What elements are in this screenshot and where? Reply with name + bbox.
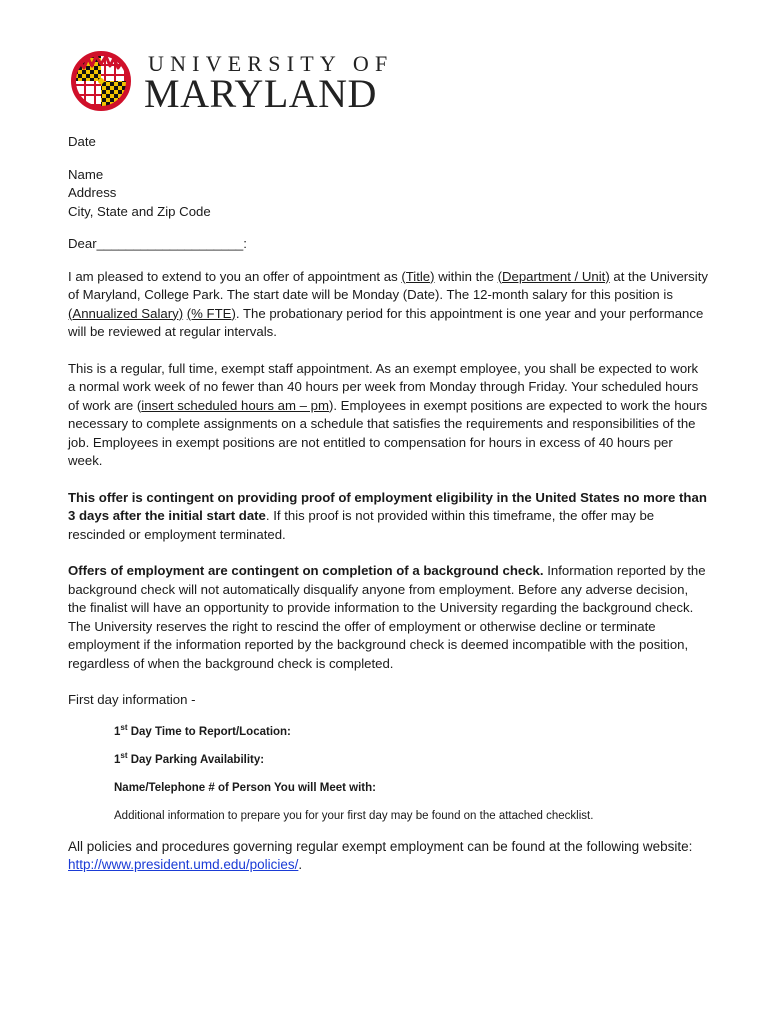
fte-placeholder: (% FTE) (186, 305, 236, 321)
offer-text-2: within the (434, 268, 498, 284)
first-day-contact: Name/Telephone # of Person You will Meet with: (114, 781, 376, 794)
eligibility-text: . If this proof is not provided within this timeframe, the offer may be rescinded or employment terminated. (68, 508, 655, 542)
hours-placeholder: insert scheduled hours am – pm (141, 397, 329, 413)
fd1-sup: st (120, 722, 128, 732)
logo-university-of: UNIVERSITY OF (148, 51, 394, 76)
address-street: Address (68, 185, 117, 200)
first-day-additional-info: Additional information to prepare you for your first day may be found on the attached checklist. (114, 809, 594, 822)
offer-text-3: at the University of Maryland, College Park. The start date will be Monday (Date). The 12-month salary for this position is (68, 268, 708, 302)
address-name: Name (68, 166, 104, 182)
offer-text-1: I am pleased to extend to you an offer of appointment as (68, 268, 402, 284)
letter-body (68, 133, 708, 875)
fd2-text: Day Parking Availability: (127, 753, 265, 766)
closing-text: All policies and procedures governing regular exempt employment can be found at the following website: (68, 838, 693, 854)
logo-maryland: MARYLAND (144, 71, 377, 116)
university-logo (70, 50, 410, 114)
exempt-text-2: ). Employees in exempt positions are expected to work the hours necessary to complete assignments on a schedule that satisfies the requirements and responsibilities of the job. Employees in exempt positions are not entitled to compensation for hours in excess of 40 hours per week. (68, 397, 708, 468)
background-check-paragraph (68, 562, 708, 673)
eligibility-bold: This offer is contingent on providing proof of employment eligibility in the United States no more than 3 days after the initial start date (68, 489, 707, 523)
fd2-sup: st (120, 750, 128, 760)
first-day-parking (114, 752, 708, 768)
department-placeholder: (Department / Unit) (497, 268, 610, 284)
first-day-time-location (114, 724, 708, 740)
maryland-seal-icon (70, 50, 132, 112)
offer-paragraph (68, 268, 708, 342)
closing-paragraph (68, 838, 708, 875)
policies-link[interactable]: http://www.president.umd.edu/policies/ (68, 857, 299, 872)
closing-end: . (298, 857, 303, 872)
date-line: Date (68, 134, 96, 149)
exempt-paragraph (68, 360, 708, 471)
address-block (68, 166, 708, 222)
fd1-num: 1 (114, 725, 121, 738)
salutation: Dear____________________: (68, 236, 247, 251)
exempt-text-1: This is a regular, full time, exempt staff appointment. As an exempt employee, you shall be expected to work a normal work week of no fewer than 40 hours per week from Monday through Friday. Your scheduled hours of work are ( (68, 360, 699, 413)
fd2-num: 1 (114, 753, 121, 766)
offer-text-5: . The probationary period for this appointment is one year and your performance will be reviewed at regular intervals. (68, 305, 704, 339)
first-day-heading: First day information - (68, 692, 196, 707)
address-city: City, State and Zip Code (68, 203, 211, 219)
background-check-text: Information reported by the background check will not automatically disqualify anyone from employment. Before any adverse decision, the finalist will have an opportunity to provide information to the University regarding the background check. The University reserves the right to rescind the offer of employment or otherwise decline or terminate employment if the information reported by the background check is deemed incompatible with the position, regardless of when the background check is completed. (68, 563, 706, 671)
title-placeholder: (Title) (401, 268, 435, 284)
salary-placeholder: (Annualized Salary) (68, 305, 184, 321)
eligibility-paragraph (68, 489, 708, 545)
background-check-bold: Offers of employment are contingent on completion of a background check. (68, 563, 544, 578)
fd1-text: Day Time to Report/Location: (127, 725, 291, 738)
